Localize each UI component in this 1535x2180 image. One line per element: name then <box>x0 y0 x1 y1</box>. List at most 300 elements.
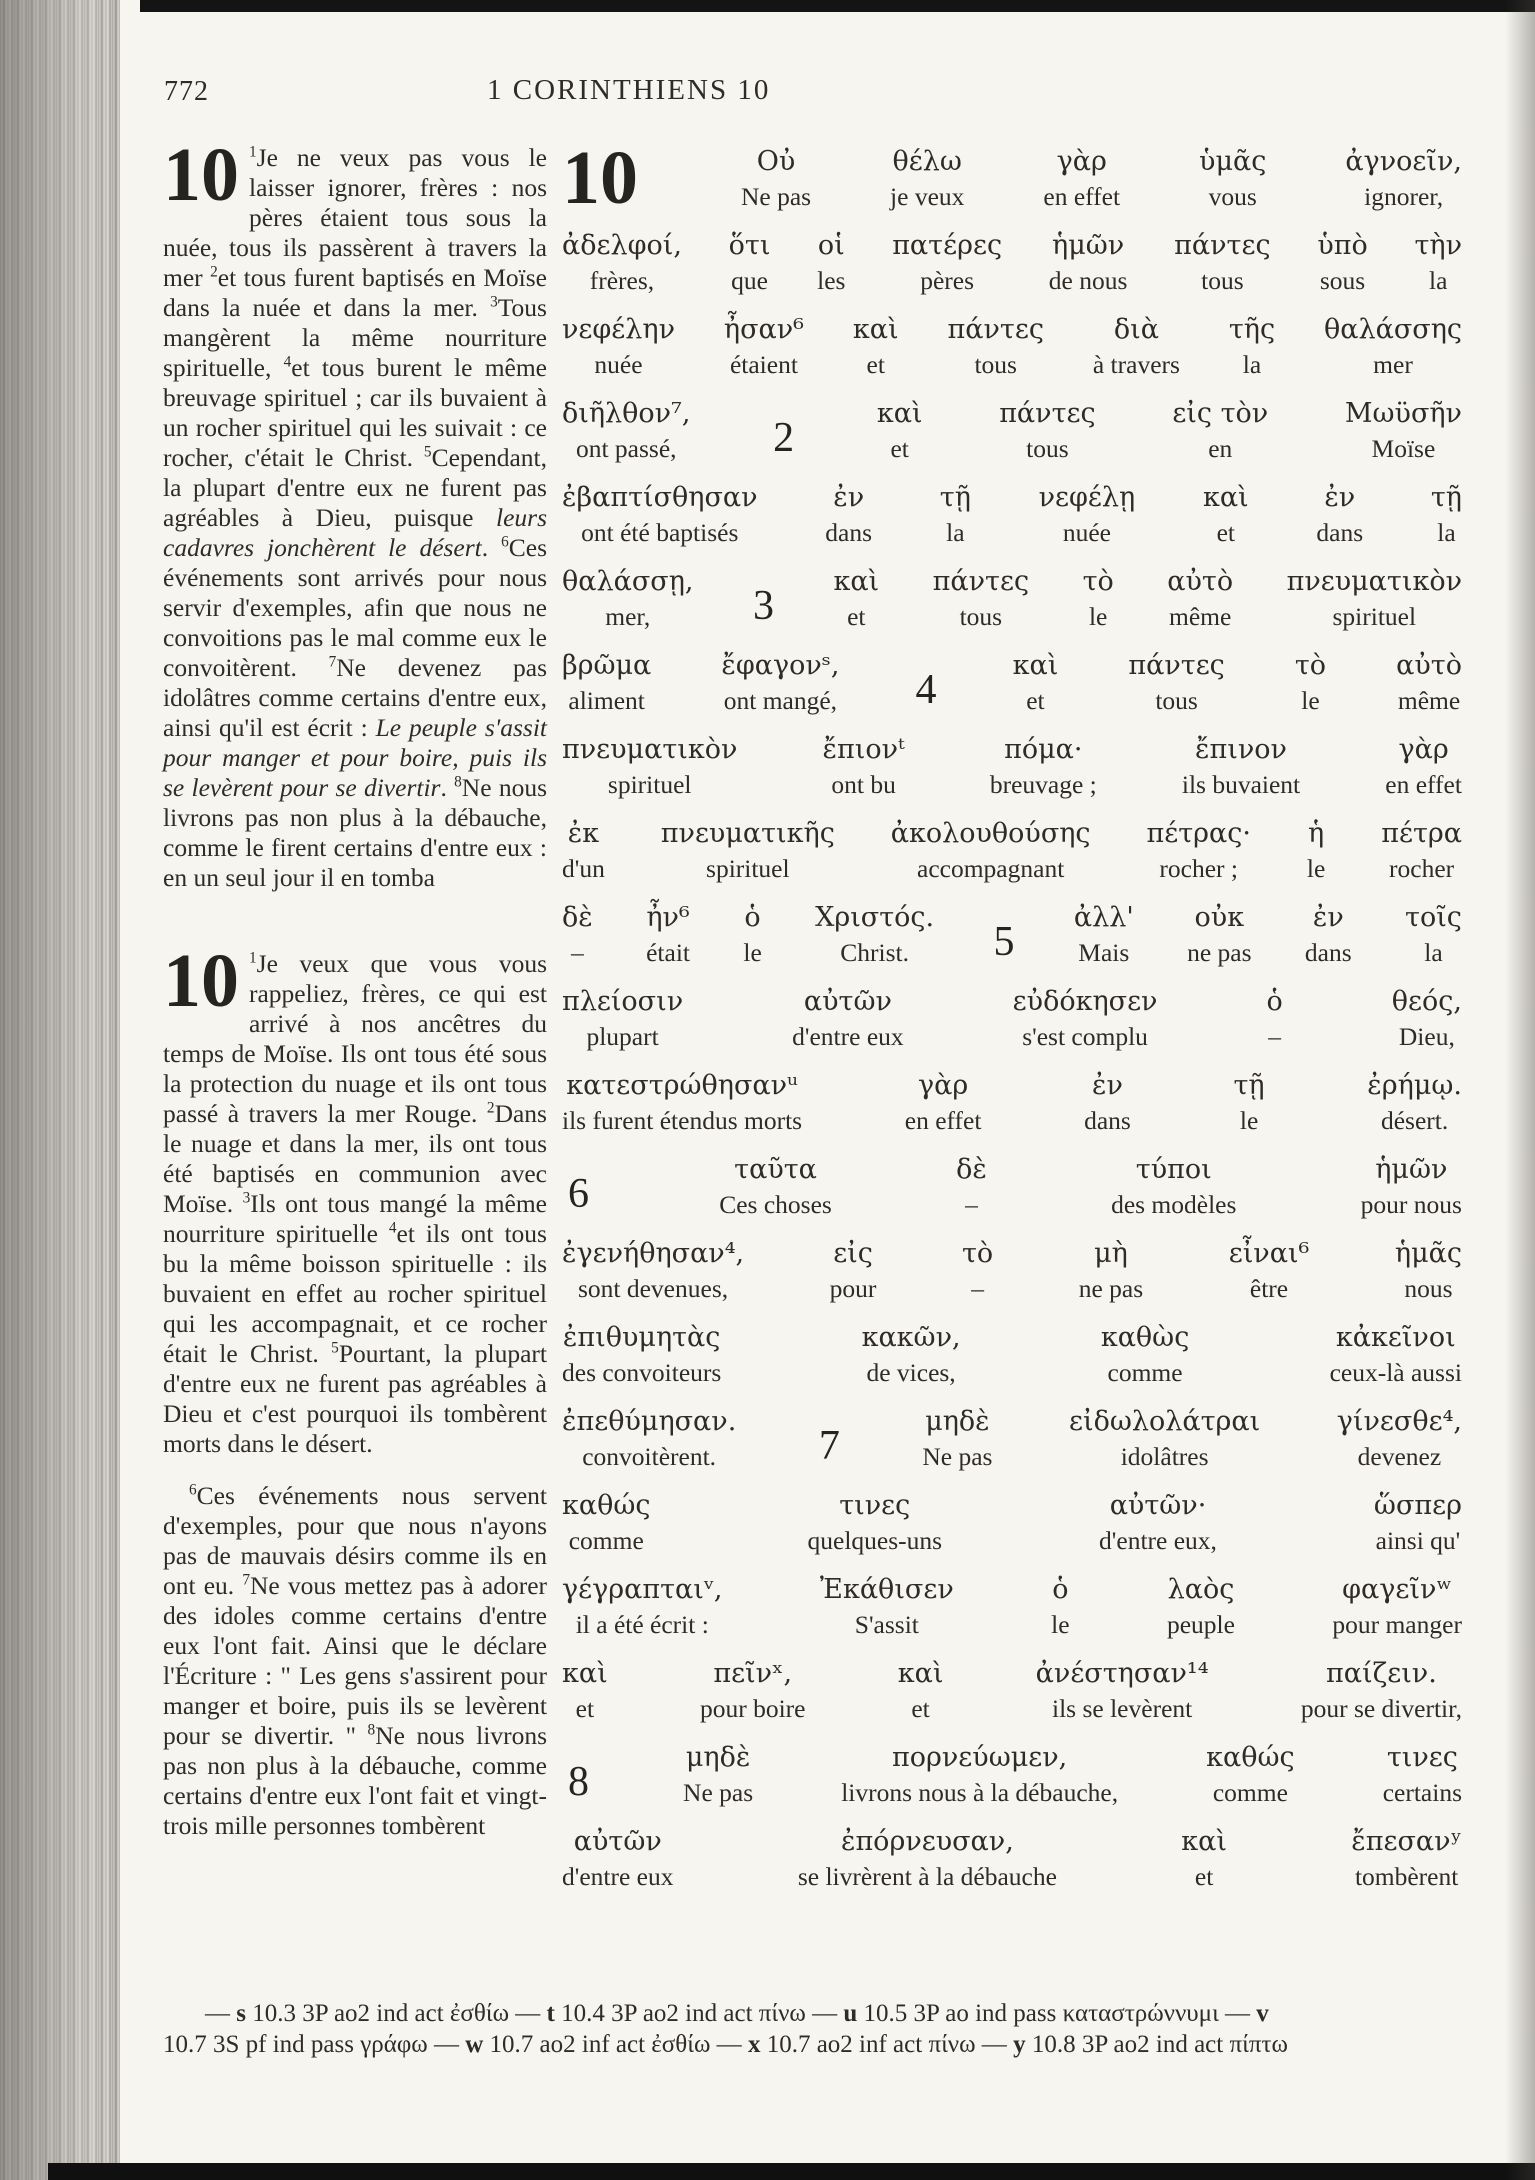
french-gloss: le <box>1306 854 1326 883</box>
word-pair <box>999 395 1095 467</box>
greek-word: θαλάσσης <box>1324 314 1462 345</box>
word-pair <box>1287 563 1462 635</box>
greek-word: Χριστός. <box>815 902 935 933</box>
french-gloss: d'entre eux, <box>1099 1526 1217 1555</box>
verse-number-superscript: 1 <box>249 949 257 967</box>
greek-word: αὐτῶν <box>573 1826 662 1857</box>
verse-number-superscript: 5 <box>423 443 432 461</box>
word-pair <box>1174 227 1270 299</box>
verse-number-superscript: 3 <box>490 293 498 311</box>
word-pair <box>719 1151 832 1223</box>
greek-word: εἶναι⁶ <box>1228 1238 1310 1269</box>
word-pair <box>1051 1571 1069 1643</box>
greek-word: Οὐ <box>756 146 796 177</box>
word-pair <box>743 899 761 971</box>
greek-word: ἡμῶν <box>1052 230 1125 261</box>
word-pair <box>1146 815 1250 887</box>
chapter-number-dropcap: 10 <box>562 136 638 220</box>
greek-word: ἐν <box>1312 902 1344 933</box>
text-segment: et tous furent baptisés en Moïse dans la nuée et dans la mer. <box>163 263 547 322</box>
greek-word: οὐκ <box>1194 902 1245 933</box>
word-pair <box>1385 731 1462 803</box>
french-gloss: Mais <box>1078 938 1130 967</box>
greek-word: τῆς <box>1228 314 1276 345</box>
french-gloss: la <box>1424 938 1443 967</box>
word-pair <box>1111 1151 1236 1223</box>
french-gloss: et <box>575 1694 595 1723</box>
word-pair <box>817 227 845 299</box>
word-pair <box>729 227 771 299</box>
word-pair <box>1324 311 1462 383</box>
word-pair <box>1043 143 1120 215</box>
word-pair <box>1317 227 1367 299</box>
word-pair <box>562 479 758 551</box>
french-gloss: le <box>1088 602 1108 631</box>
french-gloss: comme <box>1212 1778 1288 1807</box>
word-pair <box>562 1571 723 1643</box>
french-gloss: mer, <box>605 602 651 631</box>
text-segment: . <box>481 533 502 562</box>
greek-word: εἰς <box>833 1238 873 1269</box>
greek-word: τὸ <box>1082 566 1114 597</box>
word-pair <box>862 1319 961 1391</box>
greek-word: ἀγνοεῖν, <box>1345 146 1462 177</box>
greek-word: ὑπὸ <box>1317 230 1368 261</box>
french-gloss: et <box>866 350 885 379</box>
scan-top-edge <box>140 0 1535 12</box>
french-gloss: ont mangé, <box>723 686 838 715</box>
text-segment: u <box>843 2000 858 2027</box>
word-pair <box>721 647 839 719</box>
text-segment: 10.7 ao2 inf act πίνω — <box>760 2031 1014 2058</box>
word-pair <box>1351 1823 1462 1895</box>
french-gloss: en effet <box>1043 182 1121 211</box>
french-gloss: sont devenues, <box>577 1274 729 1303</box>
greek-word: καὶ <box>897 1658 944 1689</box>
french-gloss: en effet <box>904 1106 982 1135</box>
french-paragraph <box>163 1481 547 1841</box>
french-gloss: s'est complu <box>1022 1022 1148 1051</box>
text-segment: Ne nous livrons pas non plus à la débauche, comme certains d'entre eux l'ont fait et vingt-trois mille personnes tombèrent <box>163 1721 547 1840</box>
word-pair <box>562 1487 651 1559</box>
verse-number-superscript: 2 <box>210 263 218 281</box>
french-gloss: des modèles <box>1111 1190 1237 1219</box>
greek-word: ἐρήμῳ. <box>1367 1070 1462 1101</box>
word-pair <box>1013 647 1059 719</box>
greek-word: ἦσαν⁶ <box>723 314 804 345</box>
greek-word: καθώς <box>562 1490 651 1521</box>
word-pair <box>661 815 835 887</box>
word-pair <box>562 1235 744 1307</box>
word-pair <box>830 1235 877 1307</box>
french-gloss: d'entre eux <box>562 1862 674 1891</box>
french-gloss: il a été écrit : <box>575 1610 709 1639</box>
text-segment: Je veux que vous vous rappeliez, frères, ce qui est arrivé à nos ancêtres du temps de Moïse. Ils ont tous été sous la protection du nuage et ils ont tous passé à travers la mer Rouge. <box>163 949 547 1128</box>
greek-word: κακῶν, <box>861 1322 961 1353</box>
word-pair <box>948 311 1044 383</box>
verse-number: 6 <box>568 1171 589 1217</box>
french-gloss: pour boire <box>699 1694 806 1723</box>
text-segment: 10.8 3P ao2 ind act πίπτω <box>1025 2031 1288 2058</box>
greek-word: μὴ <box>1094 1238 1128 1269</box>
greek-word: τὸ <box>1294 650 1327 681</box>
french-gloss: tous <box>959 602 1003 631</box>
word-pair <box>798 1823 1057 1895</box>
greek-word: ἔπιονᵗ <box>822 734 905 765</box>
greek-word: πόμα· <box>1004 734 1083 765</box>
word-pair <box>1229 311 1275 383</box>
greek-word: ἐπόρνευσαν, <box>840 1826 1014 1857</box>
greek-word: ἐγενήθησαν⁴, <box>562 1238 745 1269</box>
interlinear-row <box>562 1739 1462 1811</box>
text-segment: et ils ont tous bu la même boisson spirituelle : ils buvaient en effet au rocher spirituel qui les accompagnait, et ce rocher était le Christ. <box>163 1219 547 1368</box>
greek-word: ὥσπερ <box>1373 1490 1462 1521</box>
word-pair <box>877 395 923 467</box>
text-segment: s <box>236 2000 246 2027</box>
interlinear-greek-french-column <box>562 136 1462 1907</box>
text-segment: leurs cadavres jonchèrent le désert <box>163 503 547 562</box>
verse-number: 8 <box>568 1759 589 1805</box>
greek-word: εἰς τὸν <box>1172 398 1269 429</box>
french-gloss: la <box>1429 266 1448 295</box>
greek-word: πάντες <box>1128 650 1225 681</box>
word-pair <box>562 311 675 383</box>
french-gloss: était <box>646 938 690 967</box>
interlinear-row <box>562 563 1462 635</box>
verse-number-superscript: 7 <box>242 1571 250 1589</box>
greek-word: τῇ <box>939 482 971 513</box>
word-pair <box>1301 1655 1462 1727</box>
french-gloss: en effet <box>1385 770 1462 799</box>
greek-word: αὐτῶν· <box>1109 1490 1207 1521</box>
french-gloss: plupart <box>586 1022 659 1051</box>
page-number: 772 <box>164 76 209 107</box>
word-pair <box>1203 479 1249 551</box>
word-pair <box>922 1403 992 1475</box>
word-pair <box>940 479 971 551</box>
verse-number-superscript: 6 <box>501 533 509 551</box>
word-pair <box>562 395 690 467</box>
french-gloss: même <box>1397 686 1461 715</box>
word-pair <box>1101 1319 1190 1391</box>
french-gloss: et <box>1026 686 1045 715</box>
text-segment: Ces événements sont arrivés pour nous servir d'exemples, afin que nous ne convoitions pas le mal comme eux le convoitèrent. <box>163 533 547 682</box>
french-gloss: rocher ; <box>1159 854 1239 883</box>
text-segment: . <box>440 773 455 802</box>
french-gloss: dans <box>1084 1106 1131 1135</box>
greek-word: πνευματικῆς <box>660 818 835 849</box>
interlinear-row <box>562 479 1462 551</box>
word-pair <box>562 899 593 971</box>
word-pair <box>891 815 1091 887</box>
french-gloss: être <box>1249 1274 1289 1303</box>
word-pair <box>1128 647 1224 719</box>
word-pair <box>1167 563 1233 635</box>
word-pair <box>1337 1403 1462 1475</box>
word-pair <box>1307 815 1325 887</box>
word-pair <box>562 815 605 887</box>
word-pair <box>1330 1319 1462 1391</box>
greek-word: καὶ <box>876 398 923 429</box>
word-pair <box>562 1319 721 1391</box>
greek-word: κἀκεῖνοι <box>1335 1322 1456 1353</box>
word-pair <box>1316 479 1363 551</box>
scan-bottom-edge <box>48 2163 1535 2180</box>
greek-word: θεός, <box>1391 986 1462 1017</box>
greek-word: ἐκ <box>567 818 600 849</box>
french-gloss: même <box>1169 602 1232 631</box>
word-pair <box>825 479 872 551</box>
verse-number-superscript: 3 <box>242 1189 251 1207</box>
verse-number-superscript: 4 <box>283 353 292 371</box>
text-segment: x <box>747 2031 761 2058</box>
french-gloss: étaient <box>729 350 798 379</box>
greek-word: πλείοσιν <box>562 986 684 1017</box>
french-gloss: sous <box>1319 266 1366 295</box>
text-segment: 10.3 3P ao2 ind act ἐσθίω — <box>245 2000 547 2027</box>
word-pair <box>562 647 651 719</box>
greek-word: γέγραπταιᵛ, <box>562 1574 723 1605</box>
greek-word: καὶ <box>833 566 880 597</box>
word-pair <box>841 1739 1118 1811</box>
greek-word: ὑμᾶς <box>1199 146 1267 177</box>
text-segment: Je ne veux pas vous le laisser ignorer, frères : nos pères étaient tous sous la nuée, tous ils passèrent à travers la mer <box>163 143 547 292</box>
interlinear-row <box>562 311 1462 383</box>
french-gloss: spirituel <box>607 770 692 799</box>
french-gloss: comme <box>568 1526 644 1555</box>
greek-word: τῇ <box>1233 1070 1265 1101</box>
greek-word: τὸ <box>961 1238 994 1269</box>
french-gloss: – <box>971 1274 984 1303</box>
french-gloss: à travers <box>1092 350 1180 379</box>
french-gloss: le <box>1239 1106 1259 1135</box>
text-segment: Tous mangèrent la même nourriture spirituelle, <box>163 293 547 382</box>
word-pair <box>962 1235 993 1307</box>
french-gloss: d'un <box>562 854 605 883</box>
french-gloss: se livrèrent à la débauche <box>797 1862 1057 1891</box>
greek-word: λαὸς <box>1167 1574 1235 1605</box>
greek-word: οἱ <box>817 230 845 261</box>
text-segment: 10.5 3P ao ind pass καταστρώννυμι — <box>857 2000 1257 2027</box>
french-gloss: ne pas <box>1078 1274 1144 1303</box>
word-pair <box>1187 899 1251 971</box>
french-gloss: spirituel <box>706 854 790 883</box>
greek-word: ἀνέστησαν¹⁴ <box>1035 1658 1209 1689</box>
greek-word: τύποι <box>1135 1154 1212 1185</box>
chapter-number-dropcap: 10 <box>163 133 239 217</box>
word-pair <box>1305 899 1352 971</box>
text-segment: v <box>1256 2000 1269 2027</box>
text-segment: 10.7 3S pf ind pass γράφω — <box>163 2031 466 2058</box>
greek-word: πέτρας· <box>1146 818 1251 849</box>
french-gloss: dans <box>1304 938 1352 967</box>
greek-word: ἐν <box>833 482 865 513</box>
french-gloss: devenez <box>1357 1442 1442 1471</box>
word-pair <box>1332 1571 1462 1643</box>
interlinear-row <box>562 395 1462 467</box>
greek-word: πάντες <box>999 398 1096 429</box>
verse-number: 5 <box>993 919 1015 965</box>
word-pair <box>890 143 964 215</box>
word-pair <box>724 311 804 383</box>
word-pair <box>562 227 682 299</box>
word-pair <box>1206 1739 1295 1811</box>
greek-word: νεφέλῃ <box>1038 482 1136 513</box>
greek-word: καὶ <box>1012 650 1059 681</box>
greek-word: αὐτὸ <box>1396 650 1462 681</box>
french-gloss: certains <box>1382 1778 1462 1807</box>
word-pair <box>1414 227 1462 299</box>
french-gloss: la <box>946 518 965 547</box>
greek-word: δὲ <box>956 1154 987 1185</box>
greek-word: φαγεῖνʷ <box>1342 1574 1453 1605</box>
greek-word: πάντες <box>1174 230 1271 261</box>
french-gloss: Ces choses <box>719 1190 832 1219</box>
greek-word: ἐν <box>1092 1070 1123 1101</box>
greek-word: εἰδωλολάτραι <box>1069 1406 1261 1437</box>
french-gloss: dans <box>825 518 873 547</box>
word-pair <box>562 983 683 1055</box>
interlinear-row <box>562 136 1462 220</box>
greek-word: ὅτι <box>728 230 771 261</box>
interlinear-row <box>562 1067 1462 1139</box>
word-pair <box>683 1739 753 1811</box>
french-gloss: ils furent étendus morts <box>562 1106 803 1135</box>
greek-word: πεῖνˣ, <box>713 1658 793 1689</box>
word-pair <box>898 1655 944 1727</box>
greek-word: τινες <box>839 1490 911 1521</box>
word-pair <box>741 143 811 215</box>
scan-right-shadow <box>1505 0 1535 2180</box>
text-segment: Ils ont tous mangé la même nourriture spirituelle <box>163 1189 548 1248</box>
french-gloss: mer <box>1373 350 1413 379</box>
french-gloss: tombèrent <box>1354 1862 1459 1891</box>
word-pair <box>1431 479 1462 551</box>
french-gloss: – <box>571 938 584 967</box>
greek-word: ἐβαπτίσθησαν <box>562 482 758 513</box>
word-pair <box>792 983 904 1055</box>
word-pair <box>1083 563 1114 635</box>
word-pair <box>1367 1067 1462 1139</box>
greek-word: καὶ <box>1181 1826 1227 1857</box>
french-gloss: le <box>1301 686 1320 715</box>
greek-word: πέτρα <box>1381 818 1462 849</box>
french-gloss: Ne pas <box>683 1778 754 1807</box>
greek-word: Ἐκάθισεν <box>819 1574 954 1605</box>
word-pair <box>1167 1571 1235 1643</box>
greek-word: εὐδόκησεν <box>1012 986 1158 1017</box>
word-pair <box>1013 983 1158 1055</box>
word-pair <box>1295 647 1326 719</box>
greek-word: καὶ <box>562 1658 608 1689</box>
word-pair <box>990 731 1097 803</box>
greek-word: ἐπιθυμητὰς <box>562 1322 721 1353</box>
french-gloss: comme <box>1107 1358 1183 1387</box>
text-segment: 10.4 3P ao2 ind act πίνω — <box>554 2000 844 2027</box>
greek-word: τινες <box>1386 1742 1458 1773</box>
text-segment: Ne nous livrons pas non plus à la débauche, comme le firent certains d'entre eux : en un seul jour il en tomba <box>163 773 547 892</box>
greek-word: πάντες <box>932 566 1030 597</box>
word-pair <box>815 899 934 971</box>
french-gloss: ils buvaient <box>1181 770 1301 799</box>
french-gloss: nuée <box>594 350 643 379</box>
french-gloss: tous <box>1026 434 1069 463</box>
verse-number: 3 <box>752 583 774 629</box>
verse-number-superscript: 5 <box>331 1339 339 1357</box>
word-pair <box>1345 143 1462 215</box>
greek-word: κατεστρώθησανᵘ <box>566 1070 798 1101</box>
greek-word: αὐτῶν <box>803 986 892 1017</box>
french-gloss: ne pas <box>1187 938 1252 967</box>
french-gloss: pour se divertir, <box>1300 1694 1462 1723</box>
word-pair <box>1079 1235 1143 1307</box>
interlinear-row <box>562 731 1462 803</box>
french-gloss: – <box>1268 1022 1281 1051</box>
french-gloss: pères <box>920 266 975 295</box>
word-pair <box>1172 395 1268 467</box>
french-gloss: que <box>731 266 768 295</box>
french-gloss: et <box>911 1694 930 1723</box>
interlinear-row <box>562 1403 1462 1475</box>
word-pair <box>956 1151 987 1223</box>
word-pair <box>1084 1067 1131 1139</box>
french-gloss: nous <box>1404 1274 1453 1303</box>
greek-word: θαλάσσῃ, <box>562 566 694 597</box>
french-gloss: d'entre eux <box>792 1022 904 1051</box>
french-gloss: tous <box>1155 686 1198 715</box>
french-gloss: tous <box>1201 266 1244 295</box>
greek-word: διὰ <box>1113 314 1159 345</box>
greek-word: θέλω <box>892 146 962 177</box>
word-pair <box>562 1403 736 1475</box>
grammar-footnote <box>163 1998 1313 2060</box>
word-pair <box>1229 1235 1310 1307</box>
interlinear-row <box>562 227 1462 299</box>
french-gloss: des convoiteurs <box>562 1358 722 1387</box>
french-gloss: vous <box>1208 182 1257 211</box>
greek-word: πάντες <box>947 314 1044 345</box>
text-segment: Dans le nuage et dans la mer, ils ont tous été baptisés en communion avec Moïse. <box>163 1099 547 1218</box>
greek-word: ὁ <box>1052 1574 1069 1605</box>
text-segment: t <box>546 2000 555 2027</box>
french-gloss: tous <box>974 350 1017 379</box>
word-pair <box>1039 479 1136 551</box>
verse-number-superscript: 7 <box>328 653 337 671</box>
verse-number-superscript: 2 <box>486 1099 495 1117</box>
greek-word: ἐπεθύμησαν. <box>562 1406 737 1437</box>
interlinear-row <box>562 983 1462 1055</box>
word-pair <box>1182 731 1300 803</box>
french-gloss: de vices, <box>866 1358 956 1387</box>
greek-word: νεφέλην <box>562 314 675 345</box>
word-pair <box>933 563 1029 635</box>
word-pair <box>700 1655 806 1727</box>
french-gloss: spirituel <box>1332 602 1417 631</box>
greek-word: γίνεσθε⁴, <box>1336 1406 1462 1437</box>
greek-word: ἦν⁶ <box>646 902 690 933</box>
french-gloss: et <box>847 602 866 631</box>
french-gloss: pour manger <box>1332 1610 1462 1639</box>
word-pair <box>820 1571 954 1643</box>
greek-word: διῆλθον⁷, <box>562 398 691 429</box>
greek-word: ἀκολουθούσης <box>890 818 1091 849</box>
french-gloss: breuvage ; <box>989 770 1097 799</box>
word-pair <box>1396 647 1462 719</box>
french-gloss: pour <box>829 1274 877 1303</box>
french-gloss: accompagnant <box>917 854 1065 883</box>
greek-word: παίζειν. <box>1326 1658 1437 1689</box>
word-pair <box>562 1655 608 1727</box>
